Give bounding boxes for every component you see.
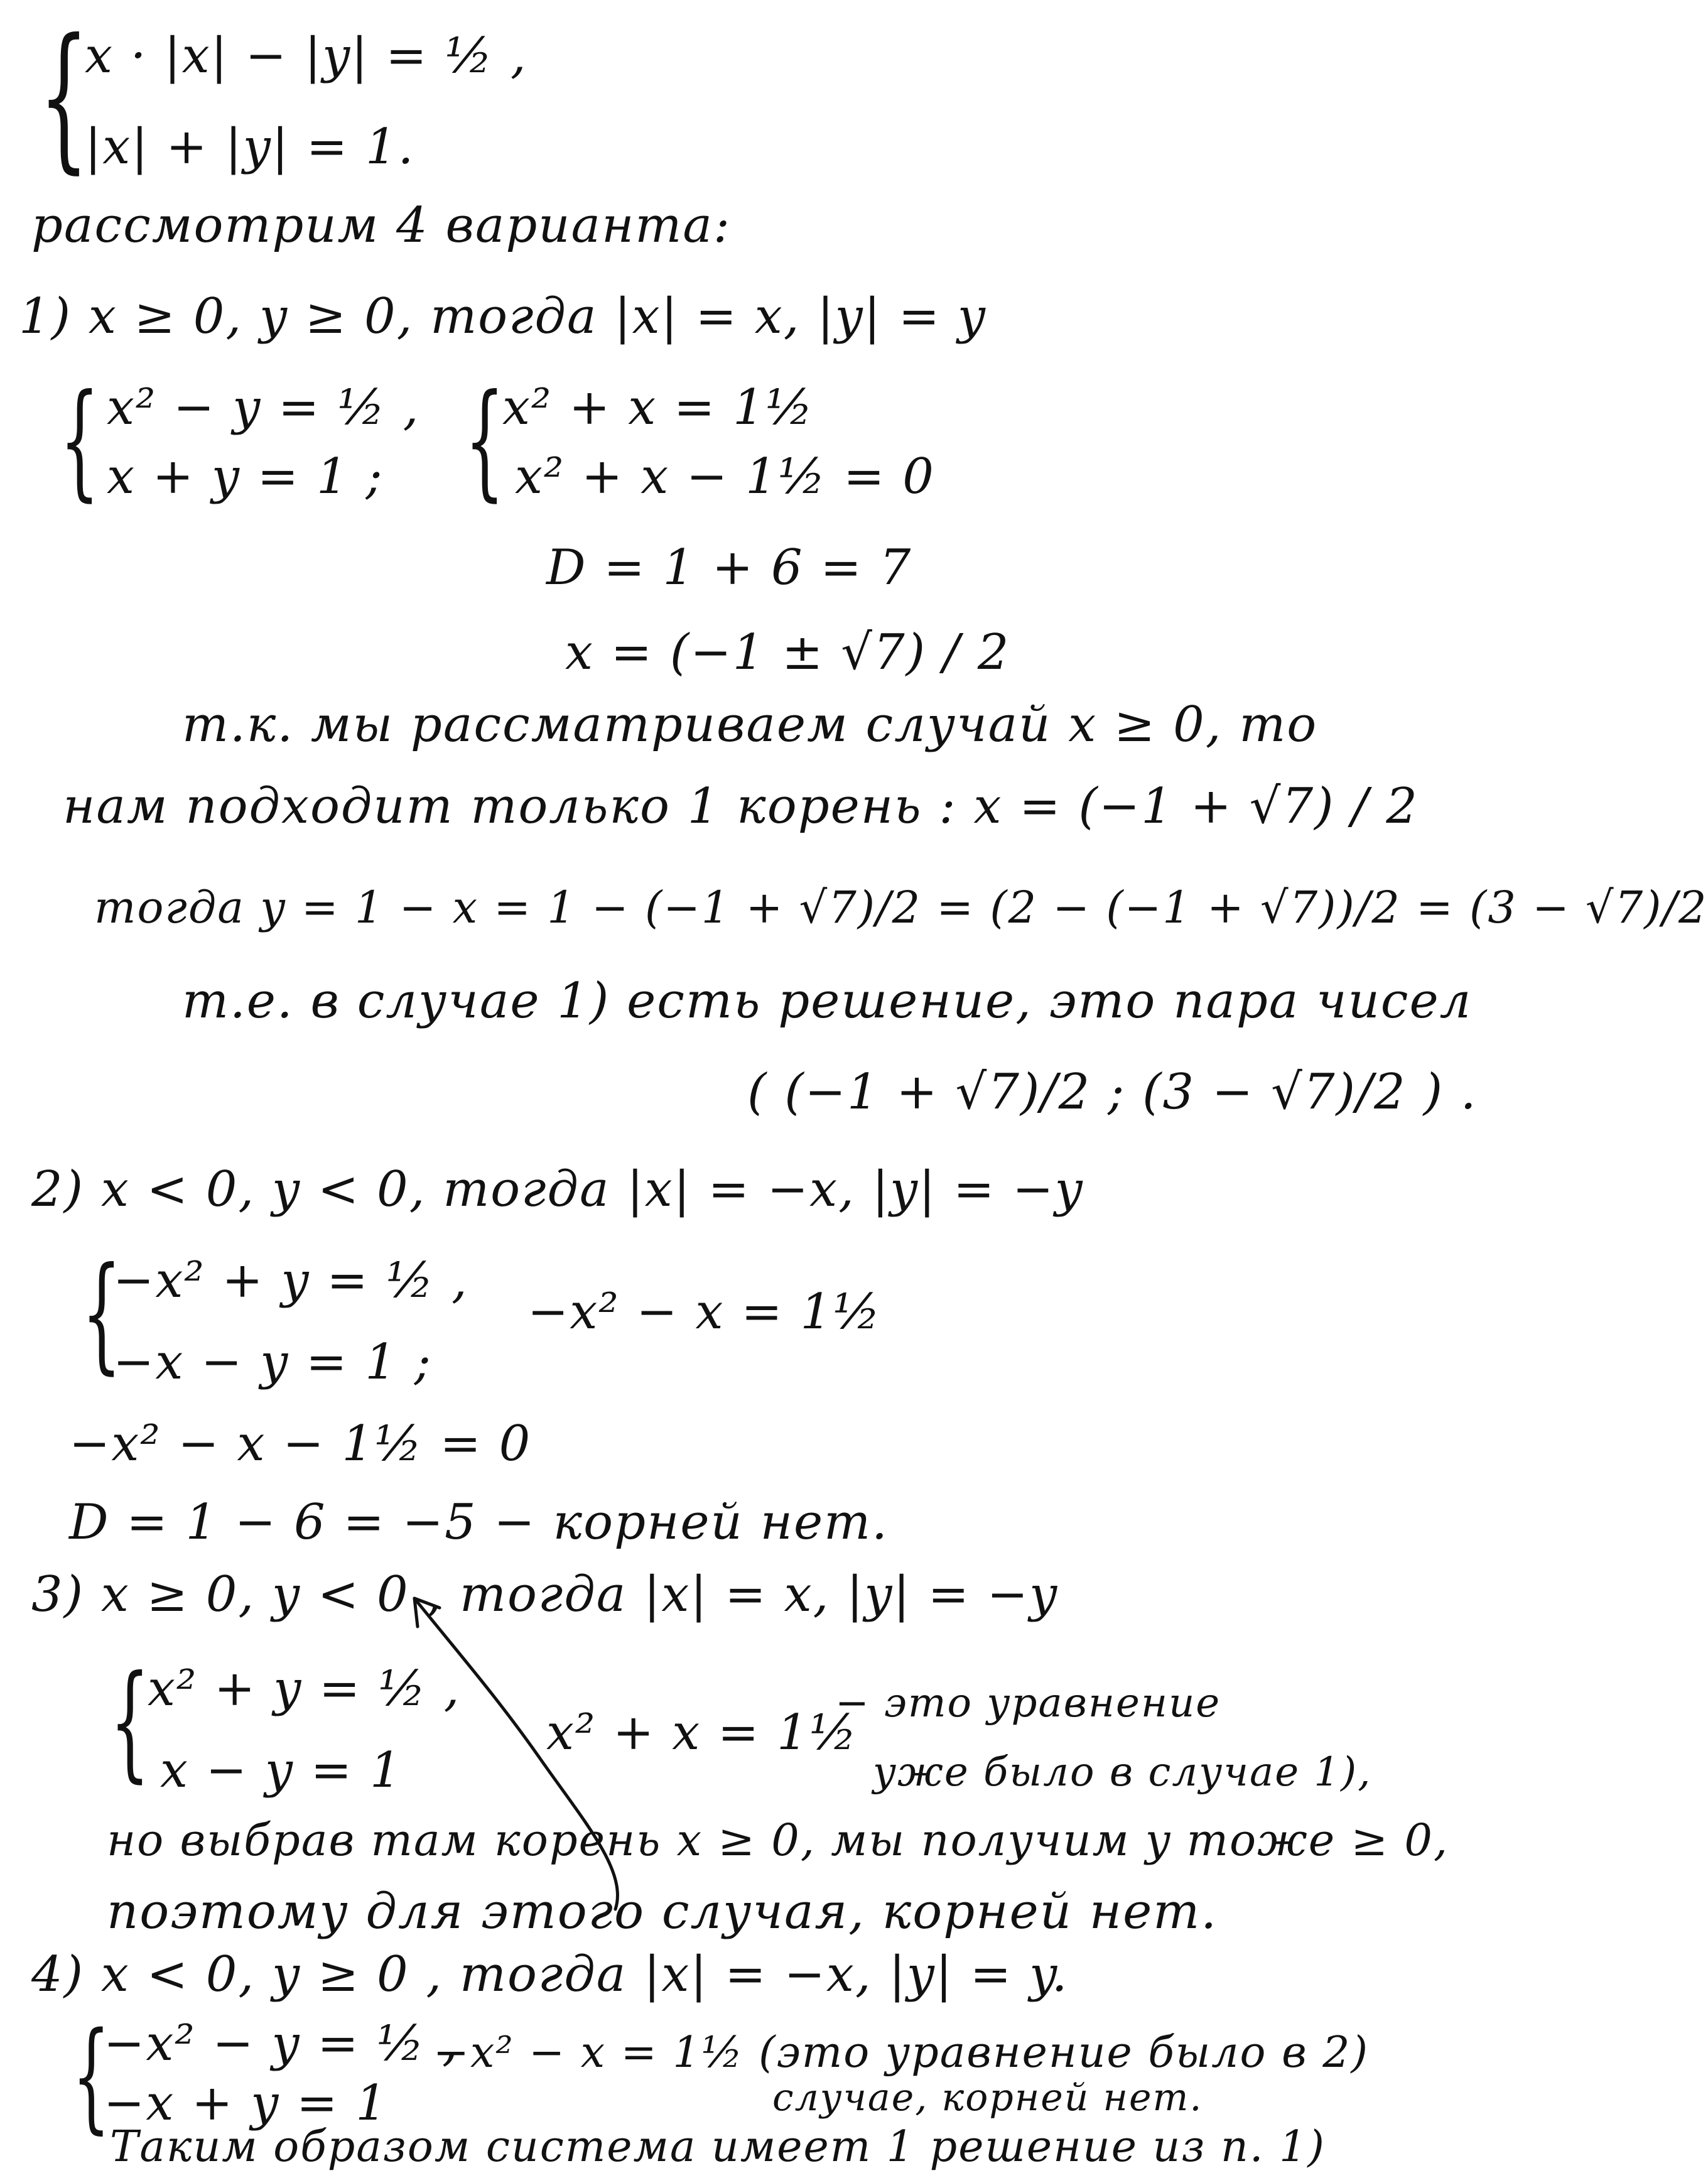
case3-condition: 3) x ≥ 0, y < 0 , тогда |x| = x, |y| = −y [31,1566,1059,1623]
case3-result: x² + x = 1½ [546,1704,858,1761]
case2-condition: 2) x < 0, y < 0, тогда |x| = −x, |y| = −y [31,1161,1084,1218]
intro-text: рассмотрим 4 варианта: [31,197,732,254]
case3-sys-b: x − y = 1 [160,1742,403,1799]
case1-discriminant: D = 1 + 6 = 7 [546,539,912,596]
case1-roots: x = (−1 ± √7) / 2 [565,624,1010,681]
case1-text1: т.к. мы рассматриваем случай x ≥ 0, то [182,696,1318,753]
case2-sys-b: −x − y = 1 ; [113,1334,432,1390]
case4-brace: { [72,2007,111,2145]
case4-sys-a: −x² − y = ½ , [104,2015,459,2072]
case1-sys-b: x + y = 1 ; [107,448,384,505]
case3-sys-a: x² + y = ½ , [148,1661,461,1717]
case1-res-a: x² + x = 1½ [502,379,814,436]
system-eq1: x · |x| − |y| = ½ , [85,28,527,84]
case1-brace: { [60,367,100,514]
case4-condition: 4) x < 0, y ≥ 0 , тогда |x| = −x, |y| = y. [31,1946,1069,2003]
system-eq2: |x| + |y| = 1. [85,119,415,175]
case3-text2: поэтому для этого случая, корней нет. [107,1883,1218,1940]
case3-note-b: уже было в случае 1), [873,1749,1372,1796]
case4-final: Таким образом система имеет 1 решение из п. 1) [110,2122,1326,2172]
case4-result: −x² − x = 1½ (это уравнение было в 2) [433,2028,1370,2078]
case3-note-a: − это уравнение [835,1680,1221,1726]
case2-equation: −x² − x − 1½ = 0 [69,1416,532,1472]
case4-result2: случае, корней нет. [772,2076,1203,2120]
case2-sys-a: −x² + y = ½ , [113,1252,468,1309]
case4-sys-b: −x + y = 1 [104,2075,388,2132]
case3-brace: { [110,1649,150,1795]
case1-condition: 1) x ≥ 0, y ≥ 0, тогда |x| = x, |y| = y [19,288,986,345]
case2-discriminant: D = 1 − 6 = −5 − корней нет. [69,1494,889,1551]
case1-res-b: x² + x − 1½ = 0 [515,448,935,505]
case1-sys-a: x² − y = ½ , [107,379,420,436]
case1-res-brace: { [465,367,505,514]
case1-text4: т.е. в случае 1) есть решение, это пара чисел [182,973,1473,1029]
case3-text1: но выбрав там корень x ≥ 0, мы получим y тоже ≥ 0, [107,1814,1449,1866]
case2-result: −x² − x = 1½ [527,1284,882,1340]
case1-pair: ( (−1 + √7)/2 ; (3 − √7)/2 ) . [747,1064,1478,1120]
system-brace: { [39,5,89,188]
case1-text2: нам подходит только 1 корень : x = (−1 + √7) / 2 [63,778,1419,835]
case2-brace: { [82,1240,122,1387]
case1-text3: тогда y = 1 − x = 1 − (−1 + √7)/2 = (2 − (−1 + √7))/2 = (3 − √7)/2 [94,882,1708,933]
